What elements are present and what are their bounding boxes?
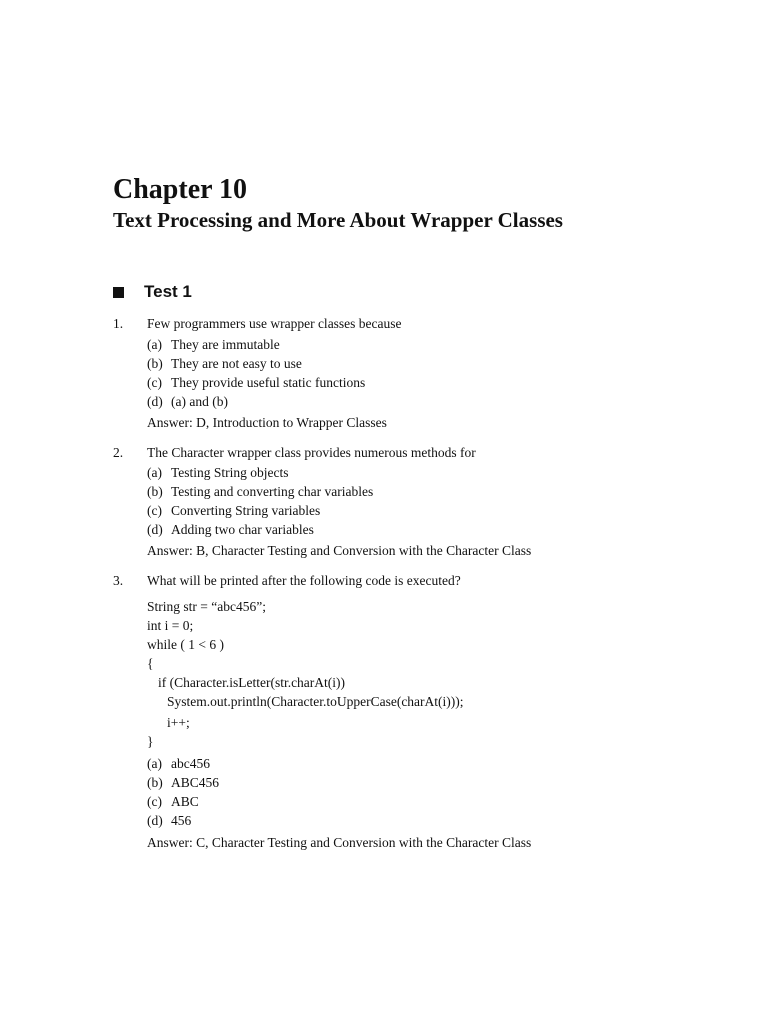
code-line: { <box>147 656 154 671</box>
code-line: if (Character.isLetter(str.charAt(i)) <box>158 675 346 690</box>
option-b: (b) Testing and converting char variables <box>147 484 374 499</box>
code-line: System.out.println(Character.toUpperCase(charAt(i))); <box>167 694 464 709</box>
option-a: (a) They are immutable <box>147 337 280 352</box>
section-title: Test 1 <box>144 282 192 301</box>
square-bullet-icon <box>113 287 124 298</box>
option-d: (d) Adding two char variables <box>147 522 314 537</box>
code-line: } <box>147 734 154 749</box>
chapter-title: Chapter 10 <box>113 174 248 205</box>
option-a: (a) Testing String objects <box>147 465 289 480</box>
question-number: 2. <box>113 445 124 460</box>
question-prompt: Few programmers use wrapper classes because <box>147 316 402 331</box>
question-number: 1. <box>113 316 124 331</box>
question-prompt: The Character wrapper class provides numerous methods for <box>147 445 476 460</box>
option-b: (b) ABC456 <box>147 775 220 790</box>
question-prompt: What will be printed after the following code is executed? <box>147 573 461 588</box>
answer-line: Answer: B, Character Testing and Conversion with the Character Class <box>147 543 532 558</box>
option-d: (d) (a) and (b) <box>147 394 228 409</box>
chapter-subtitle: Text Processing and More About Wrapper Classes <box>113 208 563 232</box>
option-c: (c) They provide useful static functions <box>147 375 366 390</box>
option-a: (a) abc456 <box>147 756 210 771</box>
section-heading <box>113 281 192 303</box>
option-d: (d) 456 <box>147 813 192 828</box>
answer-line: Answer: C, Character Testing and Conversion with the Character Class <box>147 835 532 850</box>
code-line: String str = “abc456”; <box>147 599 266 614</box>
question-number: 3. <box>113 573 124 588</box>
option-b: (b) They are not easy to use <box>147 356 302 371</box>
answer-line: Answer: D, Introduction to Wrapper Classes <box>147 415 387 430</box>
code-line: i++; <box>167 715 190 730</box>
option-c: (c) Converting String variables <box>147 503 321 518</box>
code-line: int i = 0; <box>147 618 194 633</box>
code-line: while ( 1 < 6 ) <box>147 637 224 652</box>
option-c: (c) ABC <box>147 794 199 809</box>
